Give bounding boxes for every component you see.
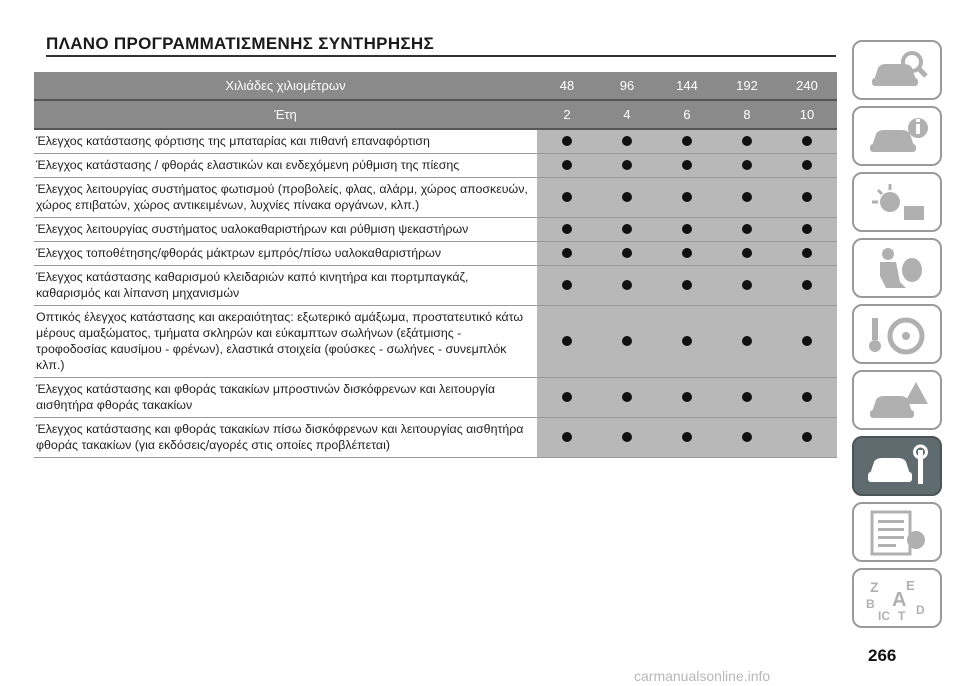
svg-text:D: D bbox=[916, 603, 925, 617]
car-wrench-icon bbox=[866, 444, 930, 490]
table-row bbox=[34, 218, 837, 242]
interval-cell bbox=[777, 154, 837, 178]
dashboard-lights-icon bbox=[866, 180, 930, 226]
interval-cell bbox=[537, 178, 597, 218]
required-dot-icon bbox=[802, 248, 812, 258]
km-192: 192 bbox=[717, 72, 777, 100]
interval-cell bbox=[597, 418, 657, 458]
title-divider bbox=[46, 55, 836, 57]
table-row bbox=[34, 178, 837, 218]
svg-text:E: E bbox=[906, 578, 915, 593]
tab-specifications-list[interactable] bbox=[852, 502, 942, 562]
required-dot-icon bbox=[802, 136, 812, 146]
watermark: carmanualsonline.info bbox=[634, 668, 771, 684]
km-144: 144 bbox=[657, 72, 717, 100]
interval-cell bbox=[537, 154, 597, 178]
interval-cell bbox=[657, 242, 717, 266]
interval-cell bbox=[717, 266, 777, 306]
required-dot-icon bbox=[682, 336, 692, 346]
tab-car-info[interactable] bbox=[852, 106, 942, 166]
required-dot-icon bbox=[742, 432, 752, 442]
interval-cell bbox=[597, 306, 657, 378]
svg-text:B: B bbox=[866, 597, 875, 611]
header-row-km bbox=[34, 72, 837, 100]
required-dot-icon bbox=[622, 280, 632, 290]
header-km-label: Χιλιάδες χιλιομέτρων bbox=[34, 72, 537, 100]
required-dot-icon bbox=[742, 336, 752, 346]
interval-cell bbox=[657, 154, 717, 178]
tab-car-warning[interactable] bbox=[852, 370, 942, 430]
required-dot-icon bbox=[742, 392, 752, 402]
table-row bbox=[34, 242, 837, 266]
required-dot-icon bbox=[622, 192, 632, 202]
interval-cell bbox=[777, 266, 837, 306]
tab-alphabet-index[interactable] bbox=[852, 568, 942, 628]
interval-cell bbox=[597, 218, 657, 242]
required-dot-icon bbox=[562, 248, 572, 258]
interval-cell bbox=[777, 242, 837, 266]
maintenance-task: Έλεγχος κατάστασης καθαρισμού κλειδαριών καπό κινητήρα και πορτμπαγκάζ, καθαρισμός και λίπανση μηχανισμών bbox=[34, 266, 537, 306]
maintenance-task: Έλεγχος τοποθέτησης/φθοράς μάκτρων εμπρός/πίσω υαλοκαθαριστήρων bbox=[34, 242, 537, 266]
required-dot-icon bbox=[562, 280, 572, 290]
year-4: 4 bbox=[597, 100, 657, 129]
required-dot-icon bbox=[622, 432, 632, 442]
required-dot-icon bbox=[682, 248, 692, 258]
required-dot-icon bbox=[562, 224, 572, 234]
page-title: ΠΛΑΝΟ ΠΡΟΓΡΑΜΜΑΤΙΣΜΕΝΗΣ ΣΥΝΤΗΡΗΣΗΣ bbox=[46, 34, 434, 53]
interval-cell bbox=[657, 218, 717, 242]
interval-cell bbox=[717, 218, 777, 242]
required-dot-icon bbox=[742, 224, 752, 234]
header-years-label: Έτη bbox=[34, 100, 537, 129]
car-search-icon bbox=[866, 48, 930, 94]
interval-cell bbox=[597, 242, 657, 266]
required-dot-icon bbox=[802, 192, 812, 202]
required-dot-icon bbox=[682, 160, 692, 170]
tab-steering-wheel-key[interactable] bbox=[852, 304, 942, 364]
required-dot-icon bbox=[562, 160, 572, 170]
required-dot-icon bbox=[622, 160, 632, 170]
interval-cell bbox=[717, 154, 777, 178]
page-number: 266 bbox=[868, 646, 897, 665]
specifications-list-icon bbox=[866, 510, 930, 556]
maintenance-task: Έλεγχος κατάστασης και φθοράς τακακίων μπροστινών δισκόφρενων και λειτουργία αισθητήρα φθοράς τακακίων bbox=[34, 378, 537, 418]
interval-cell bbox=[717, 306, 777, 378]
required-dot-icon bbox=[742, 160, 752, 170]
interval-cell bbox=[597, 129, 657, 154]
required-dot-icon bbox=[562, 392, 572, 402]
table-row bbox=[34, 266, 837, 306]
interval-cell bbox=[657, 129, 717, 154]
required-dot-icon bbox=[682, 280, 692, 290]
tab-dashboard-lights[interactable] bbox=[852, 172, 942, 232]
required-dot-icon bbox=[802, 336, 812, 346]
interval-cell bbox=[717, 418, 777, 458]
interval-cell bbox=[597, 178, 657, 218]
year-2: 2 bbox=[537, 100, 597, 129]
steering-wheel-key-icon bbox=[866, 312, 930, 358]
interval-cell bbox=[537, 378, 597, 418]
interval-cell bbox=[657, 266, 717, 306]
maintenance-schedule-table bbox=[34, 72, 837, 458]
maintenance-task: Οπτικός έλεγχος κατάστασης και ακεραιότητας: εξωτερικό αμάξωμα, προστατευτικό κάτω μέρους αμαξώματος, τμήματα σκληρών και εύκαμπτων σωλήνων (εξάτμισης - τροφοδοσίας καυσίμου - φρένων), ελαστικά στοιχεία (φούσκες - σωλήνες - συνεμπλόκ κλπ.) bbox=[34, 306, 537, 378]
year-6: 6 bbox=[657, 100, 717, 129]
table-row bbox=[34, 418, 837, 458]
required-dot-icon bbox=[682, 392, 692, 402]
header-row-years bbox=[34, 100, 837, 129]
required-dot-icon bbox=[562, 336, 572, 346]
interval-cell bbox=[777, 218, 837, 242]
interval-cell bbox=[657, 418, 717, 458]
svg-text:T: T bbox=[898, 609, 906, 622]
alphabet-index-icon bbox=[866, 576, 930, 622]
required-dot-icon bbox=[562, 432, 572, 442]
car-warning-icon bbox=[866, 378, 930, 424]
interval-cell bbox=[777, 129, 837, 154]
interval-cell bbox=[657, 306, 717, 378]
required-dot-icon bbox=[682, 136, 692, 146]
interval-cell bbox=[777, 418, 837, 458]
required-dot-icon bbox=[562, 192, 572, 202]
svg-text:Z: Z bbox=[870, 579, 879, 595]
interval-cell bbox=[537, 218, 597, 242]
km-240: 240 bbox=[777, 72, 837, 100]
interval-cell bbox=[597, 378, 657, 418]
car-info-icon bbox=[866, 114, 930, 160]
required-dot-icon bbox=[742, 248, 752, 258]
table-row bbox=[34, 129, 837, 154]
interval-cell bbox=[777, 378, 837, 418]
interval-cell bbox=[537, 129, 597, 154]
required-dot-icon bbox=[742, 280, 752, 290]
km-48: 48 bbox=[537, 72, 597, 100]
interval-cell bbox=[777, 178, 837, 218]
interval-cell bbox=[717, 242, 777, 266]
year-8: 8 bbox=[717, 100, 777, 129]
required-dot-icon bbox=[802, 224, 812, 234]
required-dot-icon bbox=[682, 432, 692, 442]
tab-car-search[interactable] bbox=[852, 40, 942, 100]
required-dot-icon bbox=[682, 192, 692, 202]
required-dot-icon bbox=[622, 224, 632, 234]
interval-cell bbox=[777, 306, 837, 378]
interval-cell bbox=[717, 378, 777, 418]
maintenance-task: Έλεγχος λειτουργίας συστήματος φωτισμού (προβολείς, φλας, αλάρμ, χώρος αποσκευών, χώρος επιβατών, χώρος αντικειμένων, λυχνίες πίνακα οργάνων, κλπ.) bbox=[34, 178, 537, 218]
required-dot-icon bbox=[742, 192, 752, 202]
interval-cell bbox=[717, 129, 777, 154]
interval-cell bbox=[537, 242, 597, 266]
km-96: 96 bbox=[597, 72, 657, 100]
required-dot-icon bbox=[802, 392, 812, 402]
svg-text:A: A bbox=[892, 589, 907, 611]
interval-cell bbox=[537, 306, 597, 378]
interval-cell bbox=[537, 418, 597, 458]
maintenance-task: Έλεγχος λειτουργίας συστήματος υαλοκαθαριστήρων και ρύθμιση ψεκαστήρων bbox=[34, 218, 537, 242]
interval-cell bbox=[717, 178, 777, 218]
maintenance-task: Έλεγχος κατάστασης και φθοράς τακακίων πίσω δισκόφρενων και λειτουργίας αισθητήρα φθοράς τακακίων (για εκδόσεις/αγορές στις οποίες προβλέπεται) bbox=[34, 418, 537, 458]
required-dot-icon bbox=[682, 224, 692, 234]
required-dot-icon bbox=[622, 336, 632, 346]
interval-cell bbox=[597, 154, 657, 178]
year-10: 10 bbox=[777, 100, 837, 129]
required-dot-icon bbox=[562, 136, 572, 146]
required-dot-icon bbox=[622, 136, 632, 146]
interval-cell bbox=[657, 178, 717, 218]
table-row bbox=[34, 306, 837, 378]
table-row bbox=[34, 154, 837, 178]
maintenance-task: Έλεγχος κατάστασης / φθοράς ελαστικών και ενδεχόμενη ρύθμιση της πίεσης bbox=[34, 154, 537, 178]
maintenance-task: Έλεγχος κατάστασης φόρτισης της μπαταρίας και πιθανή επαναφόρτιση bbox=[34, 129, 537, 154]
interval-cell bbox=[537, 266, 597, 306]
required-dot-icon bbox=[742, 136, 752, 146]
svg-text:IC: IC bbox=[878, 609, 890, 622]
required-dot-icon bbox=[802, 280, 812, 290]
required-dot-icon bbox=[622, 248, 632, 258]
seat-airbag-icon bbox=[866, 246, 930, 292]
tab-car-wrench[interactable] bbox=[852, 436, 942, 496]
table-row bbox=[34, 378, 837, 418]
tab-seat-airbag[interactable] bbox=[852, 238, 942, 298]
interval-cell bbox=[657, 378, 717, 418]
required-dot-icon bbox=[622, 392, 632, 402]
interval-cell bbox=[597, 266, 657, 306]
required-dot-icon bbox=[802, 432, 812, 442]
required-dot-icon bbox=[802, 160, 812, 170]
